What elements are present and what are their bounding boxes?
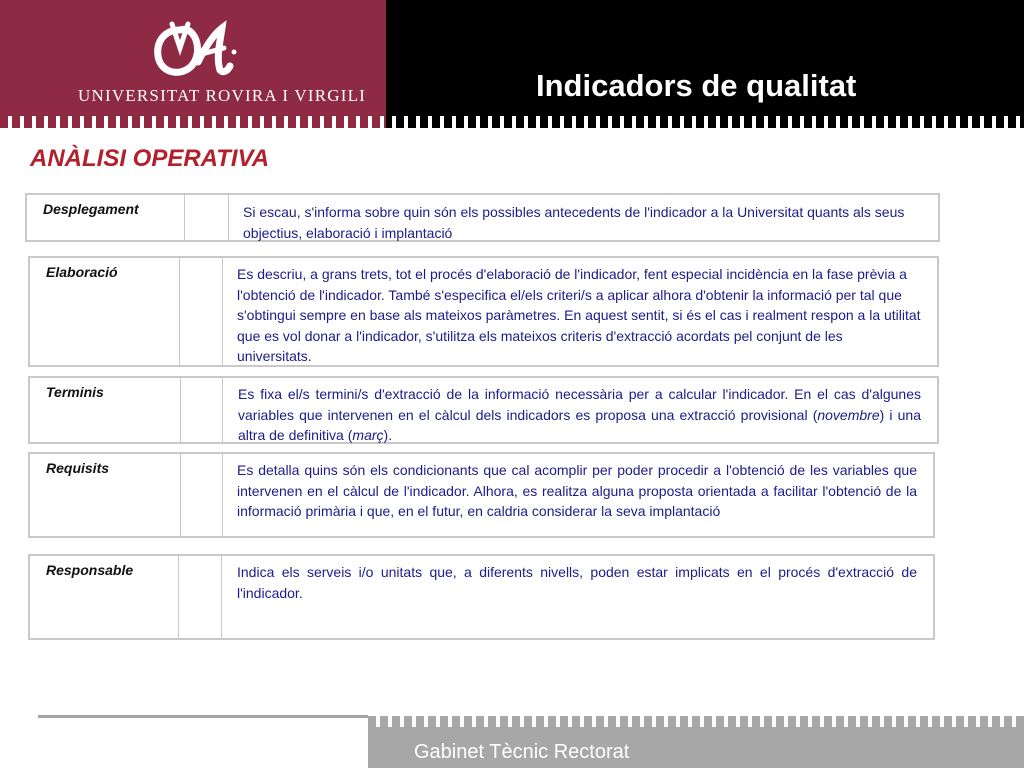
row-label: Requisits bbox=[46, 460, 110, 476]
row-description: Es fixa el/s termini/s d'extracció de la informació necessària per a calcular l'indicador. En el cas d'algunes variables que intervenen en el càlcul dels indicadors es proposa una extracció provisional (novembre) i una altra de definitiva (març). bbox=[238, 386, 921, 443]
row-description: Si escau, s'informa sobre quin són els possibles antecedents de l'indicador a la Universitat quants als seus objectius, elaboració i implantació bbox=[243, 204, 905, 241]
university-logo bbox=[150, 18, 240, 80]
section-title: ANÀLISI OPERATIVA bbox=[30, 145, 270, 172]
row-elaboracio bbox=[28, 256, 939, 367]
column-divider bbox=[221, 556, 222, 638]
row-responsable bbox=[28, 554, 935, 640]
row-label: Elaboració bbox=[46, 264, 118, 280]
column-divider bbox=[228, 195, 229, 240]
footer-dashed-strip bbox=[368, 716, 1024, 727]
row-requisits bbox=[28, 452, 935, 538]
column-divider bbox=[184, 195, 185, 240]
row-description: Es detalla quins són els condicionants que cal acomplir per poder procedir a l'obtenció de les variables que intervenen en el càlcul de l'indicador. Alhora, es realitza alguna proposta orientada a facilitar l'obtenció de la informació primària i que, en el futur, en caldria considerar la seva implantació bbox=[237, 462, 917, 519]
footer-line bbox=[38, 715, 368, 718]
university-name: UNIVERSITAT ROVIRA I VIRGILI bbox=[78, 86, 367, 105]
header-title-panel bbox=[386, 0, 1024, 128]
row-label: Responsable bbox=[46, 562, 134, 578]
column-divider bbox=[180, 378, 181, 442]
row-description: Indica els serveis i/o unitats que, a diferents nivells, poden estar implicats en el procés d'extracció de l'indicador. bbox=[237, 564, 917, 601]
row-terminis bbox=[28, 376, 939, 444]
header-dashed-strip bbox=[0, 116, 1024, 128]
column-divider bbox=[222, 454, 223, 536]
page-title: Indicadors de qualitat bbox=[536, 68, 857, 103]
footer-text: Gabinet Tècnic Rectorat bbox=[414, 741, 630, 763]
row-label: Desplegament bbox=[43, 201, 139, 217]
row-label: Terminis bbox=[46, 384, 104, 400]
column-divider bbox=[179, 258, 180, 365]
column-divider bbox=[178, 556, 179, 638]
column-divider bbox=[222, 378, 223, 442]
row-desplegament bbox=[25, 193, 940, 242]
column-divider bbox=[180, 454, 181, 536]
row-description: Es descriu, a grans trets, tot el procés d'elaboració de l'indicador, fent especial incidència en la fase prèvia a l'obtenció de l'indicador. També s'especifica el/els criteri/s a aplicar alhora d'obtenir la informació per tal que s'obtingui sempre en base als mateixos paràmetres. En aquest sentit, si és el cas i realment respon a la utilitat que es vol donar a l'indicador, s'utilitza els mateixos criteris d'extracció acordats pel conjunt de les universitats. bbox=[237, 266, 921, 364]
column-divider bbox=[222, 258, 223, 365]
